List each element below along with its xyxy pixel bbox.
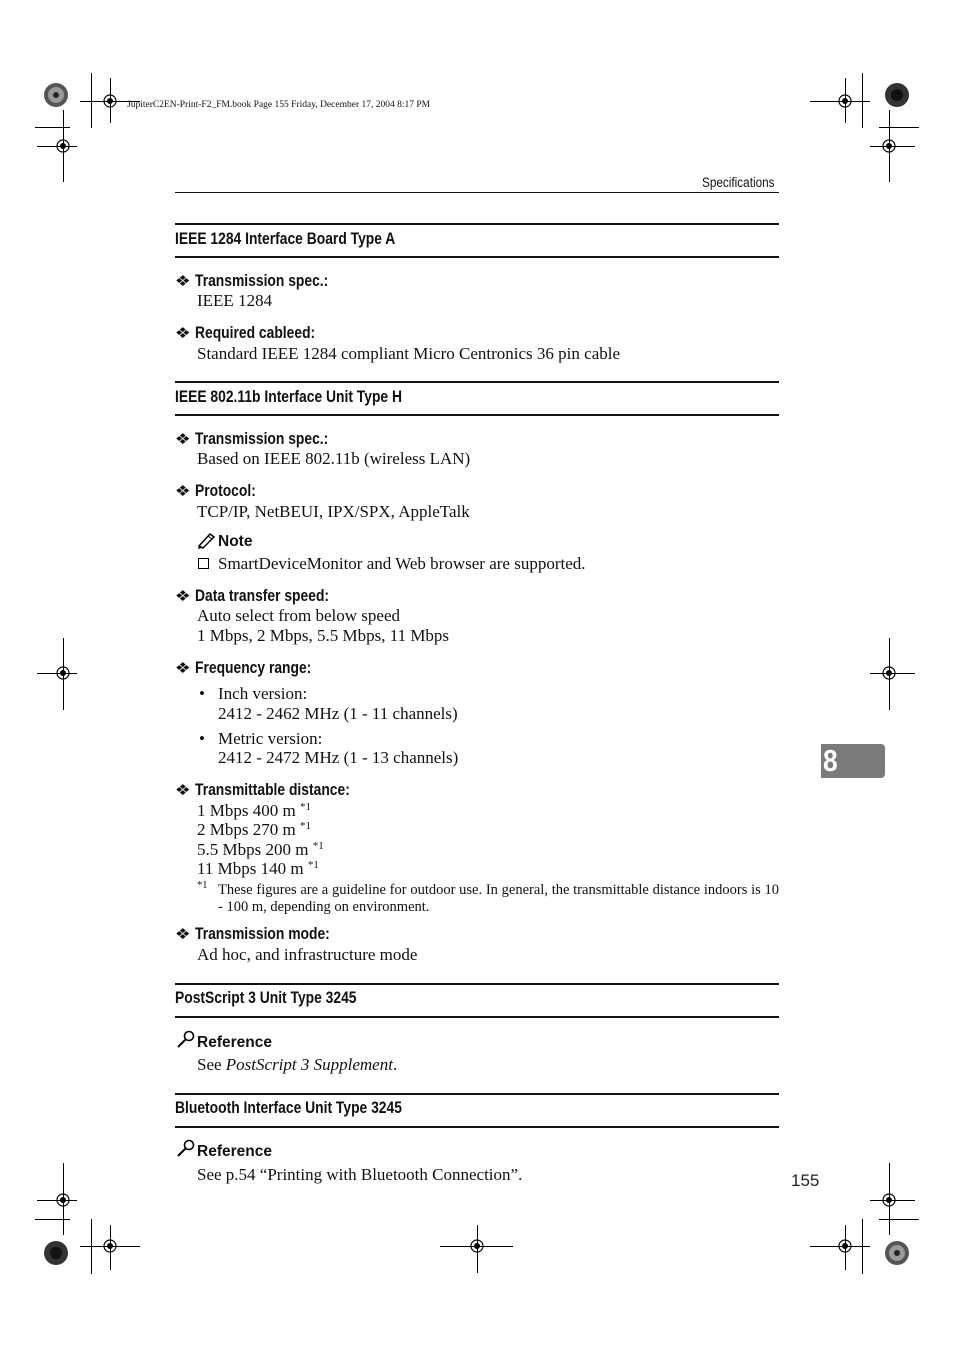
item-title-protocol: ❖ Protocol: [174, 482, 257, 500]
section-title-postscript: PostScript 3 Unit Type 3245 [175, 989, 357, 1007]
distance-row: 5.5 Mbps 200 m $^{*1}$ [197, 840, 324, 859]
section-rule-bottom [175, 1016, 779, 1018]
data-transfer-line-2: 1 Mbps, 2 Mbps, 5.5 Mbps, 11 Mbps [197, 626, 450, 645]
freq-metric-value: 2412 - 2472 MHz (1 - 13 channels) [218, 748, 459, 767]
chapter-tab: 8 [821, 744, 885, 778]
magnifier-icon [176, 1139, 196, 1157]
distance-row: 11 Mbps 140 m $^{*1}$ [197, 859, 319, 878]
section-rule-bottom [175, 414, 779, 416]
item-title-transmittable-distance: ❖ Transmittable distance: [174, 781, 351, 799]
bluetooth-reference-text: See p.54 “Printing with Bluetooth Connection”. [197, 1165, 523, 1184]
distance-row: 2 Mbps 270 m $^{*1}$ [197, 820, 311, 839]
checkbox-icon [198, 558, 209, 569]
section-title-bluetooth: Bluetooth Interface Unit Type 3245 [175, 1099, 402, 1117]
data-transfer-line-1: Auto select from below speed [197, 606, 400, 625]
distance-row: 1 Mbps 400 m $^{*1}$ [197, 801, 311, 820]
postscript-reference-text: See PostScript 3 Supplement. [197, 1055, 398, 1074]
bullet: • [199, 729, 205, 748]
reference-label: Reference [197, 1034, 272, 1051]
pencil-icon [196, 531, 216, 549]
protocol-value: TCP/IP, NetBEUI, IPX/SPX, AppleTalk [197, 502, 470, 521]
reference-label: Reference [197, 1143, 272, 1160]
note-label: Note [218, 533, 253, 550]
section-rule-top [175, 381, 779, 383]
item-title-frequency-range: ❖ Frequency range: [174, 659, 312, 677]
section-title-ieee80211b: IEEE 802.11b Interface Unit Type H [175, 388, 402, 406]
footnote-text: These figures are a guideline for outdoor use. In general, the transmittable distance indoors is 10 - 100 m, depending on environment. [218, 882, 779, 915]
bullet: • [199, 684, 205, 703]
diamond-icon: ❖ [174, 925, 191, 943]
section-rule-top [175, 1093, 779, 1095]
item-title-transmission-spec: ❖ Transmission spec.: [174, 430, 329, 448]
freq-metric-label: Metric version: [218, 729, 323, 748]
transmission-spec-value: Based on IEEE 802.11b (wireless LAN) [197, 449, 471, 468]
diamond-icon: ❖ [174, 272, 191, 290]
footnote-mark: *1 [197, 880, 208, 891]
diamond-icon: ❖ [174, 430, 191, 448]
section-rule-top [175, 983, 779, 985]
running-header: Specifications [702, 174, 775, 190]
item-title-transmission-spec: ❖ Transmission spec.: [174, 272, 329, 290]
print-header: JupiterC2EN-Print-F2_FM.book Page 155 Friday, December 17, 2004 8:17 PM [127, 100, 431, 110]
transmission-mode-value: Ad hoc, and infrastructure mode [197, 945, 418, 964]
magnifier-icon [176, 1030, 196, 1048]
page-number: 155 [791, 1171, 820, 1190]
required-cable-value: Standard IEEE 1284 compliant Micro Centronics 36 pin cable [197, 344, 621, 363]
note-text: SmartDeviceMonitor and Web browser are supported. [218, 554, 586, 573]
freq-inch-value: 2412 - 2462 MHz (1 - 11 channels) [218, 704, 458, 723]
item-title-transmission-mode: ❖ Transmission mode: [174, 925, 331, 943]
section-rule-top [175, 223, 779, 225]
diamond-icon: ❖ [174, 587, 191, 605]
section-title-ieee1284: IEEE 1284 Interface Board Type A [175, 230, 396, 248]
header-rule [175, 192, 779, 193]
item-title-data-transfer-speed: ❖ Data transfer speed: [174, 587, 330, 605]
diamond-icon: ❖ [174, 659, 191, 677]
freq-inch-label: Inch version: [218, 684, 308, 703]
section-rule-bottom [175, 256, 779, 258]
item-title-required-cable: ❖ Required cableed: [174, 324, 316, 342]
transmission-spec-value: IEEE 1284 [197, 291, 273, 310]
diamond-icon: ❖ [174, 482, 191, 500]
diamond-icon: ❖ [174, 781, 191, 799]
diamond-icon: ❖ [174, 324, 191, 342]
section-rule-bottom [175, 1126, 779, 1128]
doc-title: PostScript 3 Supplement [225, 1055, 393, 1074]
